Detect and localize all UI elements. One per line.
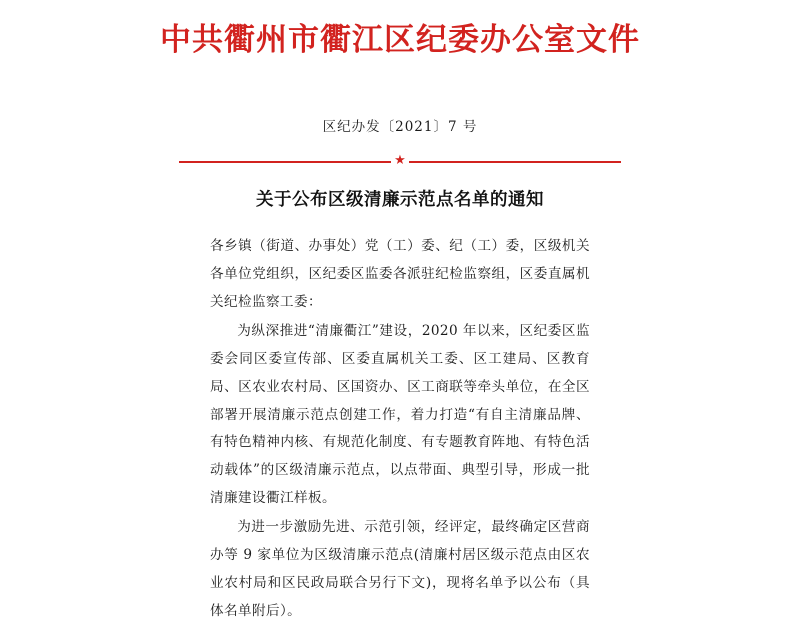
body-paragraph-2: 为进一步激励先进、示范引领，经评定，最终确定区营商办等 9 家单位为区级清廉示范点(清廉村居区级示范点由区农业农村局和区民政局联合另行下文)，现将名单予以公布（具体名单附后）。 bbox=[210, 519, 590, 619]
star-divider bbox=[0, 155, 800, 168]
divider-line-right bbox=[409, 161, 621, 163]
document-body bbox=[210, 233, 590, 625]
document-subject: 关于公布区级清廉示范点名单的通知 bbox=[256, 190, 544, 211]
document-header bbox=[0, 0, 800, 59]
star-icon: ★ bbox=[394, 153, 406, 169]
document-header-title: 中共衢州市衢江区纪委办公室文件 bbox=[160, 22, 640, 58]
recipients-line: 各乡镇（街道、办事处）党（工）委、纪（工）委，区级机关各单位党组织，区纪委区监委各派驻纪检监察组，区委直属机关纪检监察工委： bbox=[210, 238, 590, 310]
document-number: 区纪办发〔2021〕7 号 bbox=[322, 119, 478, 136]
divider-line-left bbox=[179, 161, 391, 163]
body-paragraph-1: 为纵深推进“清廉衢江”建设，2020 年以来，区纪委区监委会同区委宣传部、区委直属机关工委、区工建局、区教育局、区农业农村局、区国资办、区工商联等牵头单位，在全区部署开展清廉示范点创建工作，着力打造“有自主清廉品牌、有特色精神内核、有规范化制度、有专题教育阵地、有特色活动载体”的区级清廉示范点，以点带面、典型引导，形成一批清廉建设衢江样板。 bbox=[210, 323, 590, 506]
